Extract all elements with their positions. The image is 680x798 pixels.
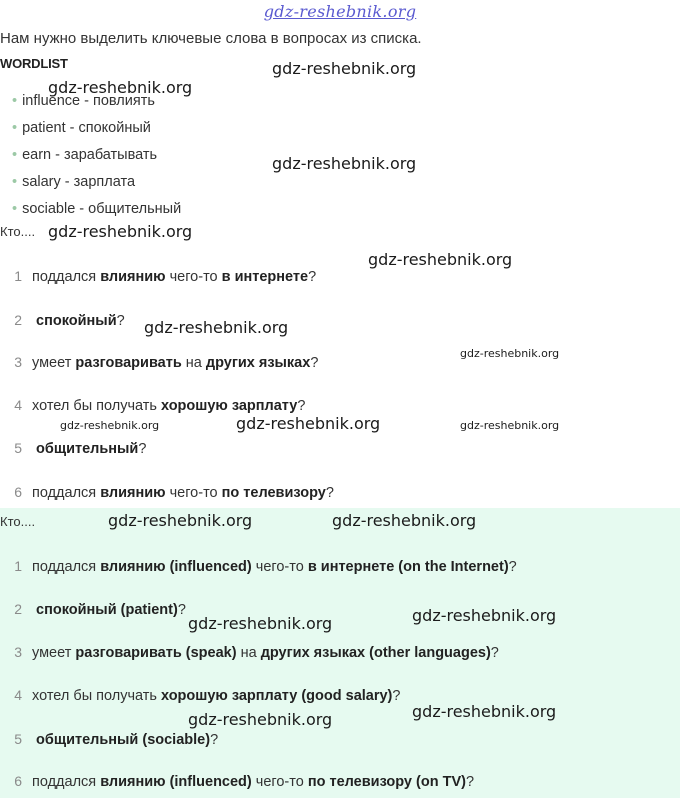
question-text: поддался <box>32 485 101 501</box>
wordlist-item: • sociable - общительный <box>12 201 182 217</box>
question-en-5 <box>0 731 218 748</box>
question-ru-5 <box>0 440 146 457</box>
question-text: ? <box>297 398 306 414</box>
keyword: спокойный (patient) <box>36 602 178 618</box>
question-number: 4 <box>14 687 22 703</box>
watermark: gdz-reshebnik.org <box>460 347 560 360</box>
watermark: gdz-reshebnik.org <box>188 614 333 633</box>
question-text: хотел бы получать <box>32 398 161 414</box>
question-text: на <box>236 645 261 661</box>
question-ru-2 <box>0 312 125 329</box>
keyword: разговаривать (speak) <box>75 645 237 661</box>
question-text: чего-то <box>165 485 222 501</box>
bullet-icon: • <box>12 93 18 109</box>
question-text: чего-то <box>165 269 222 285</box>
keyword: других языках (other languages) <box>260 645 491 661</box>
watermark: gdz-reshebnik.org <box>48 78 193 97</box>
question-en-3 <box>0 644 499 661</box>
question-ru-4 <box>0 397 305 414</box>
wordlist-item: • influence - повлиять <box>12 93 155 109</box>
question-text: ? <box>392 688 401 704</box>
question-text: ? <box>116 313 125 329</box>
question-number: 5 <box>14 731 22 747</box>
question-number: 5 <box>14 440 22 456</box>
question-number: 2 <box>14 601 22 617</box>
question-ru-3 <box>0 354 318 371</box>
question-number: 4 <box>14 397 22 413</box>
bullet-icon: • <box>12 201 18 217</box>
keyword: по телевизору (on TV) <box>307 774 466 790</box>
who-label: Кто.... <box>0 224 36 239</box>
question-number: 1 <box>14 268 22 284</box>
question-text: ? <box>325 485 334 501</box>
watermark: gdz-reshebnik.org <box>48 222 193 241</box>
site-title-link[interactable]: gdz-reshebnik.org <box>263 2 417 21</box>
question-text: умеет <box>32 645 76 661</box>
keyword: влиянию (influenced) <box>100 774 252 790</box>
question-text: умеет <box>32 355 76 371</box>
question-text: ? <box>177 602 186 618</box>
keyword: влиянию <box>100 269 166 285</box>
question-en-2 <box>0 601 186 618</box>
question-text: ? <box>465 774 475 790</box>
watermark: gdz-reshebnik.org <box>368 250 513 269</box>
keyword: влиянию (influenced) <box>100 559 252 575</box>
keyword: общительный <box>36 441 139 457</box>
question-text: ? <box>138 441 147 457</box>
keyword: в интернете (on the Internet) <box>307 559 509 575</box>
wordlist-item: • patient - спокойный <box>12 120 151 136</box>
watermark: gdz-reshebnik.org <box>108 511 253 530</box>
question-text: ? <box>308 269 317 285</box>
bullet-icon: • <box>12 120 18 136</box>
question-text: ? <box>310 355 319 371</box>
wordlist-item: • earn - зарабатывать <box>12 147 158 163</box>
question-text: чего-то <box>251 774 308 790</box>
keyword: общительный (sociable) <box>36 732 211 748</box>
keyword: других языках <box>205 355 311 371</box>
who-label-answers: Кто.... <box>0 514 36 529</box>
question-number: 6 <box>14 773 22 789</box>
question-text: на <box>181 355 206 371</box>
keyword: спокойный <box>36 313 117 329</box>
watermark: gdz-reshebnik.org <box>332 511 477 530</box>
bullet-icon: • <box>12 147 18 163</box>
question-en-1 <box>0 558 517 575</box>
question-number: 3 <box>14 644 22 660</box>
question-ru-1 <box>0 268 316 285</box>
watermark: gdz-reshebnik.org <box>60 419 160 432</box>
watermark: gdz-reshebnik.org <box>236 414 381 433</box>
question-number: 3 <box>14 354 22 370</box>
question-number: 6 <box>14 484 22 500</box>
question-text: поддался <box>32 774 101 790</box>
watermark: gdz-reshebnik.org <box>272 59 417 78</box>
watermark: gdz-reshebnik.org <box>144 318 289 337</box>
question-text: чего-то <box>251 559 308 575</box>
question-text: поддался <box>32 559 101 575</box>
watermark: gdz-reshebnik.org <box>412 702 557 721</box>
question-text: ? <box>508 559 517 575</box>
watermark: gdz-reshebnik.org <box>188 710 333 729</box>
question-ru-6 <box>0 484 334 501</box>
question-number: 1 <box>14 558 22 574</box>
question-text: ? <box>210 732 219 748</box>
question-text: ? <box>490 645 499 661</box>
question-number: 2 <box>14 312 22 328</box>
keyword: хорошую зарплату <box>160 398 298 414</box>
watermark: gdz-reshebnik.org <box>272 154 417 173</box>
bullet-icon: • <box>12 174 18 190</box>
watermark: gdz-reshebnik.org <box>460 419 560 432</box>
keyword: по телевизору <box>221 485 326 501</box>
wordlist-title: WORDLIST <box>0 56 68 71</box>
question-text: поддался <box>32 269 101 285</box>
intro-text: Нам нужно выделить ключевые слова в вопросах из списка. <box>0 30 422 47</box>
keyword: в интернете <box>221 269 309 285</box>
keyword: разговаривать <box>75 355 182 371</box>
watermark: gdz-reshebnik.org <box>412 606 557 625</box>
question-en-6 <box>0 773 474 790</box>
keyword: влиянию <box>100 485 166 501</box>
wordlist-item: • salary - зарплата <box>12 174 136 190</box>
question-text: хотел бы получать <box>32 688 161 704</box>
question-en-4 <box>0 687 400 704</box>
keyword: хорошую зарплату (good salary) <box>160 688 393 704</box>
